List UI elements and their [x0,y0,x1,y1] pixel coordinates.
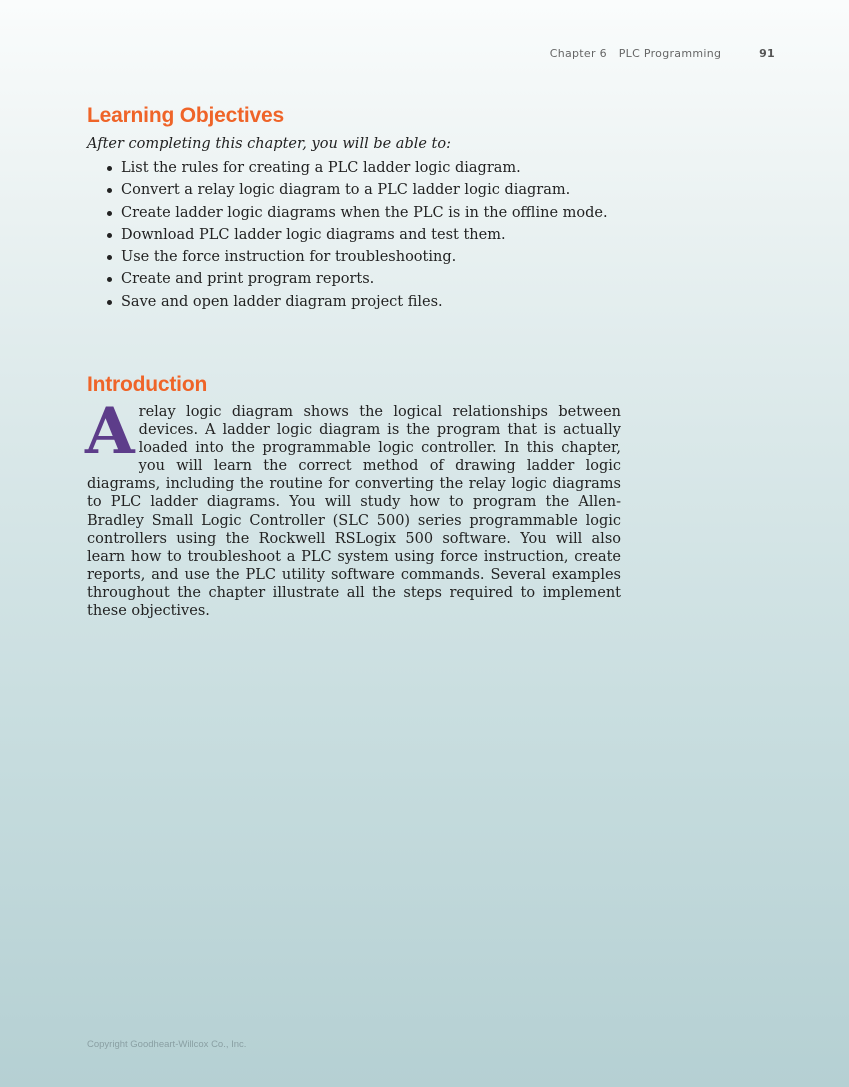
copyright-notice: Copyright Goodheart-Willcox Co., Inc. [87,1039,247,1050]
introduction-paragraph [85,394,621,620]
objective-item: List the rules for creating a PLC ladder logic diagram. [104,157,608,179]
objective-item: Create ladder logic diagrams when the PLC is in the offline mode. [104,202,608,224]
introduction-text: relay logic diagram shows the logical relationships between devices. A ladder logic diagram is the program that is actually loaded into the programmable logic controller. In this chapter, you will learn the correct method of drawing ladder logic diagrams, including the routine for converting the relay logic diagrams to PLC ladder diagrams. You will study how to program the Allen-Bradley Small Logic Controller (SLC 500) series programmable logic controllers using the Rockwell RSLogix 500 software. You will also learn how to troubleshoot a PLC system using force instruction, create reports, and use the PLC utility software commands. Several examples throughout the chapter illustrate all the steps required to implement these objectives. [87,404,621,620]
drop-cap: A [85,394,135,469]
chapter-label: Chapter 6 [549,47,607,60]
objectives-lead-in: After completing this chapter, you will be able to: [87,136,452,152]
objective-item: Save and open ladder diagram project files. [104,291,608,313]
objective-item: Create and print program reports. [104,268,608,290]
learning-objectives-heading: Learning Objectives [87,104,284,127]
objective-item: Convert a relay logic diagram to a PLC ladder logic diagram. [104,179,608,201]
running-head [550,47,775,60]
objective-item: Use the force instruction for troubleshooting. [104,246,608,268]
chapter-title: PLC Programming [618,47,722,60]
page-number: 91 [759,47,775,60]
introduction-heading: Introduction [87,373,208,396]
objective-item: Download PLC ladder logic diagrams and test them. [104,224,608,246]
objectives-list [104,157,608,313]
